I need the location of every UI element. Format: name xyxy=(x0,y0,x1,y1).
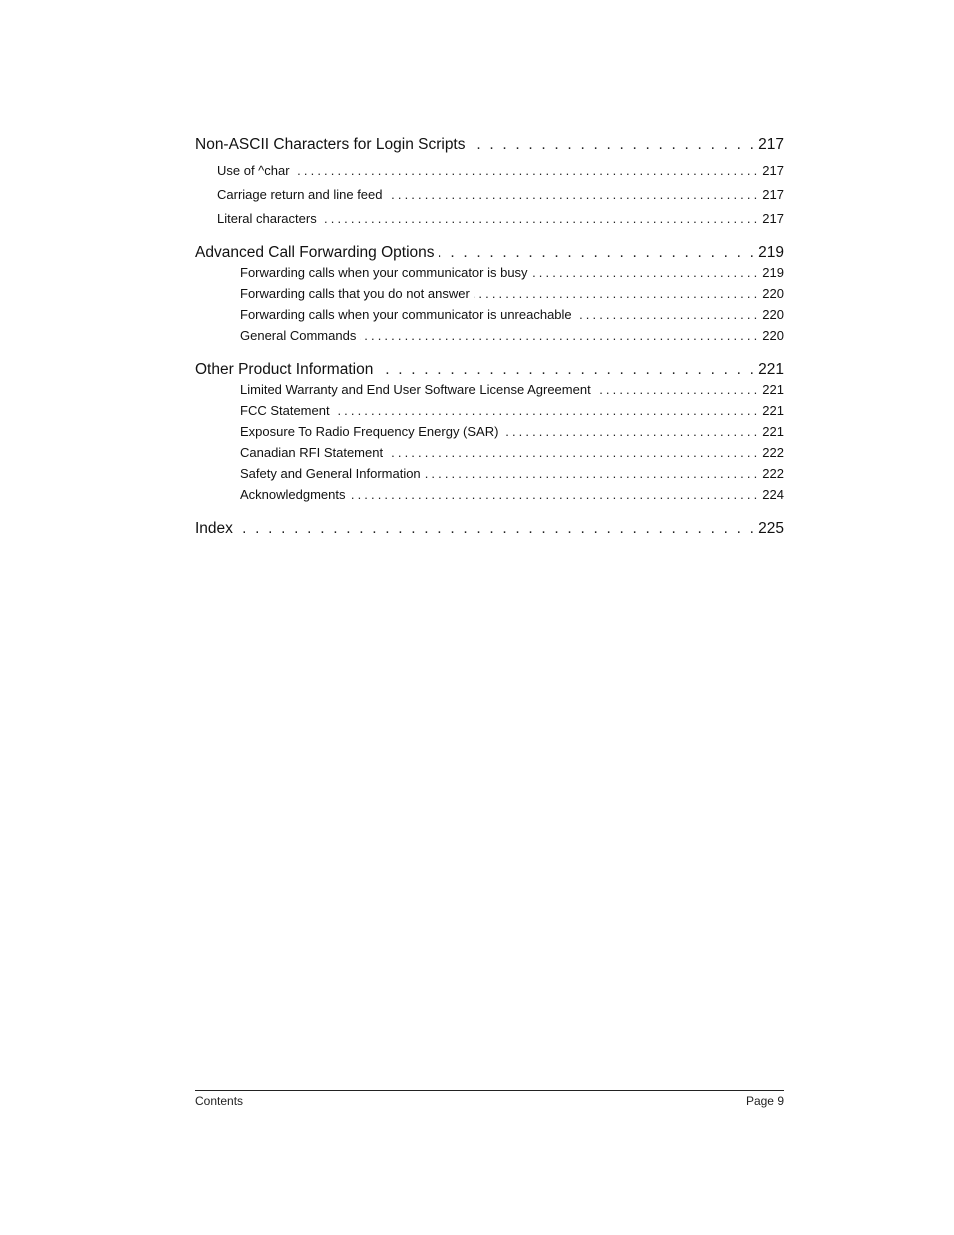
toc-entry-title: Carriage return and line feed xyxy=(217,187,383,202)
toc-dot-leader xyxy=(595,382,761,397)
toc-entry[interactable] xyxy=(240,466,784,481)
toc-entry[interactable] xyxy=(195,520,784,538)
toc-entry[interactable] xyxy=(217,211,784,226)
toc-entry-page: 217 xyxy=(762,187,784,202)
toc-entry-title: Index xyxy=(195,520,233,537)
toc-entry[interactable] xyxy=(240,328,784,343)
toc-entry[interactable] xyxy=(195,136,784,154)
toc-entry-title: Non-ASCII Characters for Login Scripts xyxy=(195,136,466,153)
footer-section-label: Contents xyxy=(195,1094,244,1108)
toc-dot-leader xyxy=(387,187,761,202)
toc-entry-title: Limited Warranty and End User Software License Agreement xyxy=(240,382,591,397)
toc-entry-title: Acknowledgments xyxy=(240,487,346,502)
toc-dot-leader xyxy=(321,211,761,226)
toc-entry-page: 217 xyxy=(762,163,784,178)
toc-dot-leader xyxy=(532,265,761,280)
toc-entry-page: 221 xyxy=(762,382,784,397)
toc-entry-page: 225 xyxy=(758,520,784,537)
toc-dot-leader xyxy=(576,307,761,322)
toc-dot-leader xyxy=(237,520,756,538)
toc-entry[interactable] xyxy=(195,361,784,379)
toc-dot-leader xyxy=(387,445,760,460)
toc-entry-page: 222 xyxy=(762,466,784,481)
toc-entry[interactable] xyxy=(217,163,784,178)
toc-entry-page: 221 xyxy=(758,361,784,378)
toc-entry-title: Forwarding calls that you do not answer xyxy=(240,286,470,301)
toc-dot-leader xyxy=(470,136,757,154)
toc-dot-leader xyxy=(377,361,756,379)
toc-entry-title: Exposure To Radio Frequency Energy (SAR) xyxy=(240,424,499,439)
toc-entry[interactable] xyxy=(240,382,784,397)
toc-entry[interactable] xyxy=(240,487,784,502)
toc-dot-leader xyxy=(294,163,761,178)
toc-dot-leader xyxy=(334,403,761,418)
toc-entry-title: FCC Statement xyxy=(240,403,330,418)
toc-entry[interactable] xyxy=(240,424,784,439)
footer-page-number: Page 9 xyxy=(745,1094,784,1108)
toc-entry[interactable] xyxy=(195,244,784,262)
toc-dot-leader xyxy=(439,244,757,262)
toc-entry-page: 219 xyxy=(762,265,784,280)
toc-entry[interactable] xyxy=(240,403,784,418)
toc-entry-title: Literal characters xyxy=(217,211,317,226)
toc-entry-page: 217 xyxy=(758,136,784,153)
toc-entry[interactable] xyxy=(240,307,784,322)
toc-entry-page: 220 xyxy=(762,328,784,343)
toc-dot-leader xyxy=(502,424,760,439)
toc-entry-title: General Commands xyxy=(240,328,357,343)
toc-entry-page: 220 xyxy=(762,307,784,322)
toc-entry-page: 221 xyxy=(762,424,784,439)
toc-entry-title: Canadian RFI Statement xyxy=(240,445,384,460)
toc-entry[interactable] xyxy=(240,286,784,301)
toc-entry-title: Forwarding calls when your communicator is unreachable xyxy=(240,307,572,322)
toc-entry-title: Other Product Information xyxy=(195,361,374,378)
toc-dot-leader xyxy=(474,286,761,301)
toc-dot-leader xyxy=(360,328,760,343)
toc-entry[interactable] xyxy=(240,445,784,460)
toc-entry[interactable] xyxy=(240,265,784,280)
toc-entry[interactable] xyxy=(217,187,784,202)
toc-entry-page: 222 xyxy=(762,445,784,460)
toc-entry-title: Safety and General Information xyxy=(240,466,421,481)
toc-entry-page: 221 xyxy=(762,403,784,418)
toc-entry-page: 219 xyxy=(758,244,784,261)
toc-entry-page: 224 xyxy=(762,487,784,502)
footer-divider xyxy=(195,1090,784,1091)
toc-entry-page: 220 xyxy=(762,286,784,301)
toc-entry-title: Use of ^char xyxy=(217,163,290,178)
toc-dot-leader xyxy=(425,466,761,481)
toc-dot-leader xyxy=(350,487,761,502)
toc-entry-page: 217 xyxy=(762,211,784,226)
toc-entry-title: Advanced Call Forwarding Options xyxy=(195,244,435,261)
toc-entry-title: Forwarding calls when your communicator is busy xyxy=(240,265,528,280)
